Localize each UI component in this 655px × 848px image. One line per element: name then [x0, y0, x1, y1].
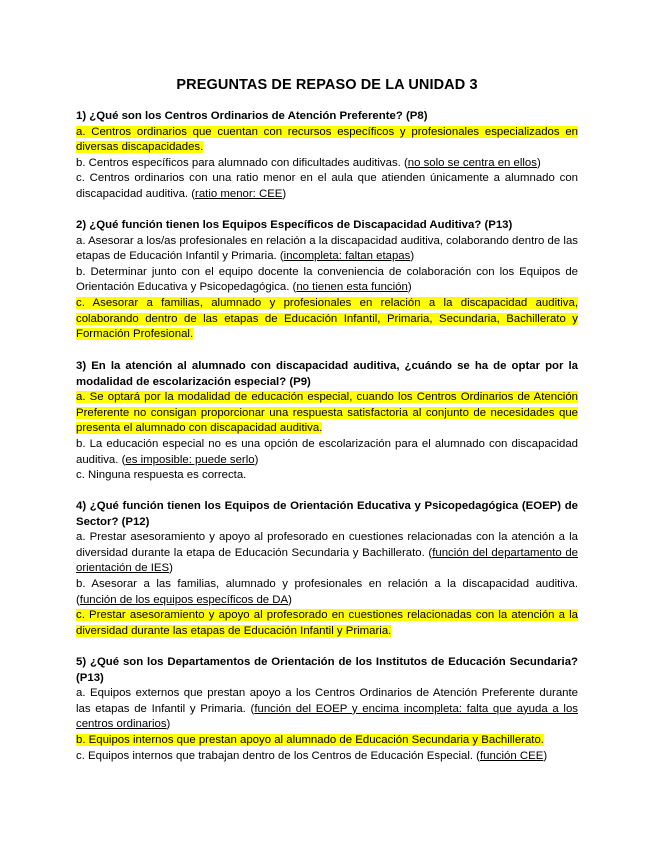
- option-text: a. Asesorar a los/as profesionales en relación a la discapacidad auditiva, colaborando dentro de las etapas de Educación Infantil y Primaria. (: [76, 234, 578, 263]
- option-annotation: función del EOEP y encima incompleta: falta que ayuda a los centros ordinarios: [76, 702, 578, 731]
- answer-option: b. La educación especial no es una opción de escolarización para el alumnado con discapacidad auditiva. (es imposible: puede serlo): [76, 437, 578, 466]
- question-block: [76, 359, 578, 484]
- option-annotation: no solo se centra en ellos: [407, 156, 537, 169]
- answer-option: b. Determinar junto con el equipo docente la conveniencia de colaboración con los Equipos de Orientación Educativa y Psicopedagógica. (no tienen esta función): [76, 265, 578, 294]
- option-text: c. Asesorar a familias, alumnado y profesionales en relación a la discapacidad auditiva, colaborando dentro de las etapas de Educación Infantil, Primaria, Secundaria, Bachillerato y Formación Profesional.: [76, 296, 578, 341]
- answer-option: b. Asesorar a las familias, alumnado y profesionales en relación a la discapacidad auditiva. (función de los equipos específicos de DA): [76, 577, 578, 606]
- option-text: b. Determinar junto con el equipo docente la conveniencia de colaboración con los Equipos de Orientación Educativa y Psicopedagógica. (: [76, 265, 578, 294]
- option-text: c. Centros ordinarios con una ratio menor en el aula que atienden únicamente a alumnado con discapacidad auditiva. (: [76, 172, 578, 200]
- question-text: 3) En la atención al alumnado con discapacidad auditiva, ¿cuándo se ha de optar por la modalidad de escolarización especial? (P9): [76, 360, 578, 388]
- answer-option-correct: [76, 125, 578, 156]
- option-text: b. Equipos internos que prestan apoyo al alumnado de Educación Secundaria y Bachillerato.: [76, 733, 544, 746]
- answer-option-correct: [76, 296, 578, 343]
- answer-option: [76, 468, 578, 484]
- question-block: [76, 499, 578, 639]
- option-text: b. Centros específicos para alumnado con dificultades auditivas. (: [76, 156, 408, 169]
- option-text: b. La educación especial no es una opción de escolarización para el alumnado con discapacidad auditiva. (: [76, 437, 578, 466]
- option-text: b. Asesorar a las familias, alumnado y profesionales en relación a la discapacidad auditiva. (: [76, 577, 578, 606]
- answer-option-correct: [76, 733, 578, 749]
- option-annotation: función del departamento de orientación de IES: [76, 546, 578, 575]
- option-annotation: función CEE: [479, 749, 544, 762]
- option-annotation: función de los equipos específicos de DA: [79, 593, 289, 606]
- question-text: 4) ¿Qué función tienen los Equipos de Orientación Educativa y Psicopedagógica (EOEP) de Sector? (P12): [76, 500, 578, 528]
- question-block: [76, 655, 578, 764]
- question-text: 5) ¿Qué son los Departamentos de Orientación de los Institutos de Educación Secundaria? (P13): [76, 656, 578, 684]
- question-block: [76, 218, 578, 343]
- question-block: [76, 109, 578, 203]
- option-annotation: es imposible: puede serlo: [125, 453, 255, 466]
- answer-option: a. Equipos externos que prestan apoyo a los Centros Ordinarios de Atención Preferente durante las etapas de Infantil y Primaria. (función del EOEP y encima incompleta: falta que ayuda a los centros ordinarios): [76, 687, 578, 731]
- option-annotation: incompleta: faltan etapas: [283, 250, 411, 263]
- option-text: a. Prestar asesoramiento y apoyo al profesorado en cuestiones relacionadas con la atención a la diversidad durante la etapa de Educación Secundaria y Bachillerato. (: [76, 531, 578, 559]
- answer-option-correct: [76, 608, 578, 639]
- option-text: a. Centros ordinarios que cuentan con recursos específicos y profesionales especializados en diversas discapacidades.: [76, 125, 578, 154]
- document-title: PREGUNTAS DE REPASO DE LA UNIDAD 3: [176, 77, 478, 93]
- answer-option: a. Asesorar a los/as profesionales en relación a la discapacidad auditiva, colaborando dentro de las etapas de Educación Infantil y Primaria. (incompleta: faltan etapas): [76, 234, 578, 263]
- option-text: c. Prestar asesoramiento y apoyo al profesorado en cuestiones relacionadas con la atención a la diversidad durante las etapas de Educación Infantil y Primaria.: [76, 609, 578, 637]
- option-text: a. Equipos externos que prestan apoyo a los Centros Ordinarios de Atención Preferente durante las etapas de Infantil y Primaria. (: [76, 687, 578, 715]
- answer-option: c. Centros ordinarios con una ratio menor en el aula que atienden únicamente a alumnado con discapacidad auditiva. (ratio menor: CEE): [76, 172, 578, 200]
- question-text: 2) ¿Qué función tienen los Equipos Específicos de Discapacidad Auditiva? (P13): [76, 219, 513, 231]
- answer-option: b. Centros específicos para alumnado con dificultades auditivas. (no solo se centra en ellos): [76, 156, 541, 169]
- answer-option: a. Prestar asesoramiento y apoyo al profesorado en cuestiones relacionadas con la atención a la diversidad durante la etapa de Educación Secundaria y Bachillerato. (función del departamento de orientación de IES): [76, 531, 578, 575]
- option-text: c. Ninguna respuesta es correcta.: [76, 469, 247, 482]
- answer-option-correct: [76, 390, 578, 437]
- option-annotation: no tienen esta función: [296, 281, 408, 294]
- option-text: c. Equipos internos que trabajan dentro de los Centros de Educación Especial. (: [76, 749, 480, 762]
- option-text: a. Se optará por la modalidad de educación especial, cuando los Centros Ordinarios de Atención Preferente no consigan proporcionar una respuesta satisfactoria al conjunto de necesidades que presenta el alumnado con discapacidad auditiva.: [76, 391, 578, 435]
- question-text: 1) ¿Qué son los Centros Ordinarios de Atención Preferente? (P8): [76, 110, 428, 122]
- option-annotation: ratio menor: CEE: [195, 187, 283, 200]
- answer-option: c. Equipos internos que trabajan dentro de los Centros de Educación Especial. (función CEE): [76, 749, 548, 762]
